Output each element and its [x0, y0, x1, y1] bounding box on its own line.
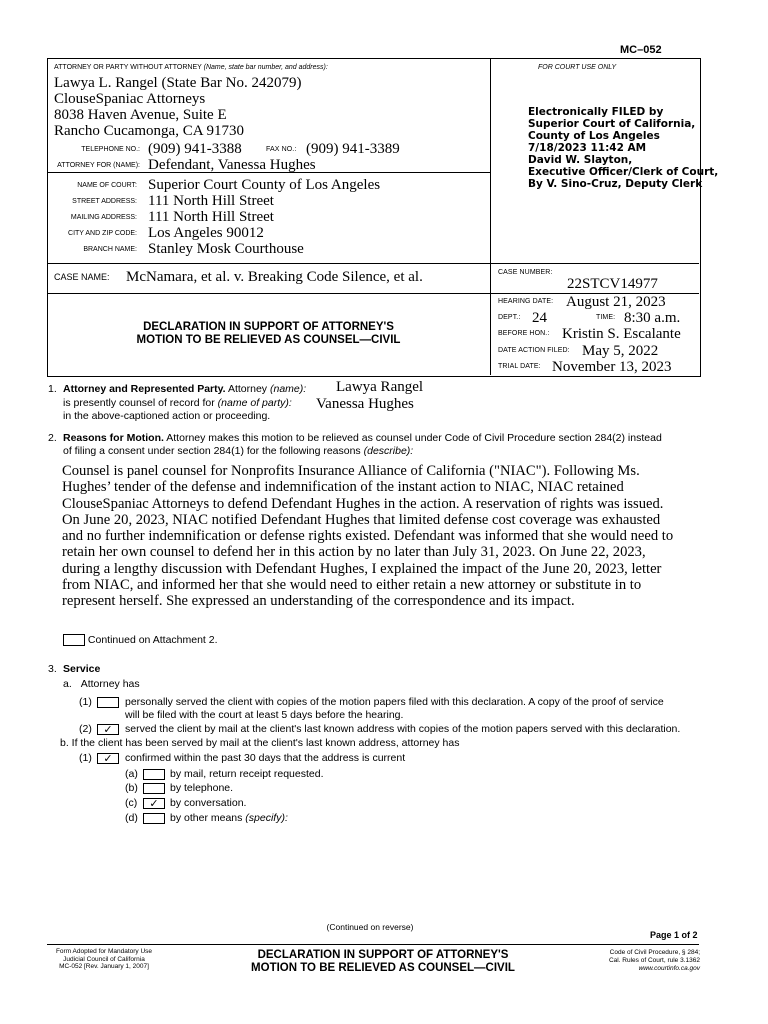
s1-text: Attorney [227, 383, 268, 395]
reasons-line: retain her own counsel to defend her in this action by no later than July 31, 2023. On June 22, 2023, [62, 544, 646, 561]
check-icon: ✓ [149, 798, 159, 810]
dept-value[interactable]: 24 [532, 310, 547, 326]
stamp-line: David W. Slayton, [528, 154, 633, 166]
section-3-heading: Service [63, 663, 101, 675]
attorney-header-hint: (Name, state bar number, and address): [203, 64, 328, 71]
stamp-line: Electronically FILED by [528, 106, 664, 118]
section-1-line-2 [63, 397, 292, 410]
attorney-street[interactable]: 8038 Haven Avenue, Suite E [54, 107, 227, 123]
section-2-heading: Reasons for Motion. [63, 432, 164, 444]
reasons-line: during a lengthy discussion with Defendant Hughes, I explained the impact of the June 20, 2023, letter [62, 560, 662, 577]
s2-hint: (describe): [363, 445, 414, 457]
reasons-body[interactable] [62, 463, 673, 610]
check-icon: ✓ [103, 724, 113, 736]
s3-opt-d-label: by other means [170, 812, 243, 824]
footer-title-line: DECLARATION IN SUPPORT OF ATTORNEY'S [257, 949, 509, 961]
s3-opt-c-number: (c) [125, 797, 138, 809]
stamp-line: By V. Sino-Cruz, Deputy Clerk [528, 178, 703, 190]
attorney-header [54, 64, 328, 71]
s1-party-name[interactable]: Vanessa Hughes [316, 396, 414, 412]
footer-left-line: Judicial Council of California [63, 955, 145, 963]
case-name-value[interactable]: McNamara, et al. v. Breaking Code Silence, et al. [126, 269, 423, 285]
section-2-line-2 [63, 445, 413, 458]
s3-a1-line-2: will be filed with the court at least 5 days before the hearing. [125, 709, 404, 721]
stamp-line: Superior Court of California, [528, 118, 696, 130]
section-2-number: 2. [48, 432, 57, 444]
s2-text: Attorney makes this motion to be relieved as counsel under Code of Civil Procedure section 284(2) instead [166, 432, 662, 444]
personally-served-checkbox[interactable] [97, 697, 119, 708]
telephone-label: TELEPHONE NO.: [81, 146, 140, 153]
court-street-label: STREET ADDRESS: [72, 198, 137, 205]
s3-a2-number: (2) [79, 723, 92, 735]
address-confirmed-checkbox[interactable] [97, 753, 119, 764]
reasons-line: Counsel is panel counsel for Nonprofits Insurance Alliance of California ("NIAC"). Following Ms. [62, 463, 640, 479]
fax-value[interactable]: (909) 941-3389 [306, 141, 400, 157]
reasons-line: represent herself. She expressed an understanding of the correspondence and its impact. [62, 593, 575, 610]
section-1-line-1 [63, 383, 306, 396]
section-number: 1. [48, 383, 57, 395]
footer-right [570, 949, 700, 973]
form-title [47, 321, 490, 347]
attorney-city[interactable]: Rancho Cucamonga, CA 91730 [54, 123, 244, 139]
footer-left-line: Form Adopted for Mandatory Use [55, 948, 153, 955]
before-value[interactable]: Kristin S. Escalante [562, 326, 681, 342]
attorney-header-label: ATTORNEY OR PARTY WITHOUT ATTORNEY [54, 64, 202, 71]
court-branch-label: BRANCH NAME: [83, 246, 137, 253]
s1-attorney-name[interactable]: Lawya Rangel [336, 379, 424, 395]
s3-opt-a-number: (a) [125, 768, 138, 780]
footer-title [200, 949, 566, 975]
case-number-label: CASE NUMBER: [498, 269, 553, 276]
s1-hint: (name): [269, 383, 307, 395]
s3-a-label: a. [63, 678, 72, 690]
courtinfo-link[interactable]: www.courtinfo.ca.gov [638, 965, 700, 972]
trial-date-label: TRIAL DATE: [498, 363, 541, 370]
footer-right-line: Code of Civil Procedure, § 284; [609, 949, 700, 956]
s3-a1-number: (1) [79, 696, 92, 708]
page-number: Page 1 of 2 [650, 930, 698, 940]
s1-text: is presently counsel of record for [63, 397, 215, 409]
court-name-label: NAME OF COURT: [77, 182, 137, 189]
court-mailing-label: MAILING ADDRESS: [70, 214, 137, 221]
s3-b1-number: (1) [79, 752, 92, 764]
case-number-value[interactable]: 22STCV14977 [567, 276, 658, 292]
s1-hint: (name of party): [217, 397, 292, 409]
hearing-date-label: HEARING DATE: [498, 298, 554, 305]
court-city-label: CITY AND ZIP CODE: [68, 230, 137, 237]
date-filed-value[interactable]: May 5, 2022 [582, 343, 659, 359]
s3-opt-a-label: by mail, return receipt requested. [170, 768, 324, 780]
telephone-value[interactable]: (909) 941-3388 [148, 141, 242, 157]
section-1-line-3: in the above-captioned action or proceeding. [63, 410, 271, 422]
time-label: TIME: [596, 314, 616, 321]
case-name-label: CASE NAME: [54, 272, 110, 282]
by-conversation-checkbox[interactable] [143, 798, 165, 809]
s3-a-text: Attorney has [80, 678, 140, 690]
continued-attachment-label: Continued on Attachment 2. [87, 634, 218, 646]
s3-a1-line-1: personally served the client with copies of the motion papers filed with this declaration. A copy of the proof of service [125, 696, 664, 708]
reasons-line: ClouseSpaniac Attorneys to defend Defendant Hughes in the action. A reservation of rights was issued. [62, 495, 664, 512]
hearing-date-value[interactable]: August 21, 2023 [566, 294, 666, 310]
court-branch-value[interactable]: Stanley Mosk Courthouse [148, 241, 304, 257]
by-telephone-checkbox[interactable] [143, 783, 165, 794]
form-id: MC–052 [620, 44, 662, 56]
s3-a2-text: served the client by mail at the client's last known address with copies of the motion papers served with this declaration. [125, 723, 681, 735]
attorney-for-value[interactable]: Defendant, Vanessa Hughes [148, 157, 316, 173]
trial-date-value[interactable]: November 13, 2023 [552, 359, 672, 375]
before-label: BEFORE HON.: [498, 330, 550, 337]
by-mail-checkbox[interactable] [143, 769, 165, 780]
check-icon: ✓ [103, 753, 113, 765]
form-title-line: DECLARATION IN SUPPORT OF ATTORNEY'S [143, 321, 394, 333]
footer-right-line: Cal. Rules of Court, rule 3.1362 [608, 957, 700, 964]
s2-text: of filing a consent under section 284(1) for the following reasons [63, 445, 361, 457]
stamp-line: 7/18/2023 11:42 AM [528, 142, 647, 154]
attorney-firm[interactable]: ClouseSpaniac Attorneys [54, 91, 206, 107]
footer-left [48, 948, 160, 971]
s3-opt-b-number: (b) [125, 782, 138, 794]
fax-label: FAX NO.: [266, 146, 297, 153]
time-value[interactable]: 8:30 a.m. [624, 310, 681, 326]
continued-on-reverse: (Continued on reverse) [326, 922, 414, 932]
reasons-line: On June 20, 2023, NIAC notified Defendant Hughes that limited defense cost coverage was exhausted [62, 511, 661, 528]
footer-left-line: MC-052 [Rev. January 1, 2007] [59, 963, 149, 970]
s3-opt-d-number: (d) [125, 812, 138, 824]
reasons-line: Hughes’ tender of the defense and indemnification of the instant action to NIAC, NIAC retained [62, 479, 624, 496]
s3-b1-text: confirmed within the past 30 days that the address is current [125, 752, 406, 764]
reasons-line: and no further indemnification or defense rights existed. Defendant was informed that she would need to [62, 528, 674, 545]
s3-b-text: b. If the client has been served by mail at the client's last known address, attorney has [60, 737, 460, 749]
s3-opt-d [170, 812, 288, 825]
section-1-heading: Attorney and Represented Party. [63, 383, 226, 395]
stamp-line: Executive Officer/Clerk of Court, [528, 166, 719, 178]
filing-stamp [528, 106, 718, 190]
court-use-label: FOR COURT USE ONLY [538, 64, 617, 71]
date-filed-label: DATE ACTION FILED: [498, 347, 570, 354]
section-3-number: 3. [48, 663, 57, 675]
footer-title-line: MOTION TO BE RELIEVED AS COUNSEL—CIVIL [251, 962, 515, 974]
court-city-value[interactable]: Los Angeles 90012 [148, 225, 264, 241]
court-mailing-value[interactable]: 111 North Hill Street [148, 209, 274, 225]
s3-opt-b-label: by telephone. [170, 782, 234, 794]
continued-attachment-checkbox[interactable] [63, 634, 85, 646]
s3-opt-c-label: by conversation. [170, 797, 247, 809]
attorney-for-label: ATTORNEY FOR (NAME): [57, 162, 140, 169]
dept-label: DEPT.: [498, 314, 521, 321]
form-title-line: MOTION TO BE RELIEVED AS COUNSEL—CIVIL [136, 334, 401, 346]
court-street-value[interactable]: 111 North Hill Street [148, 193, 274, 209]
stamp-line: County of Los Angeles [528, 130, 660, 142]
reasons-line: from NIAC, and informed her that she would need to either retain a new attorney or substitute in to [62, 577, 642, 594]
attorney-name[interactable]: Lawya L. Rangel (State Bar No. 242079) [54, 75, 302, 91]
continued-attachment [63, 634, 218, 647]
s3-opt-d-hint: (specify): [245, 812, 288, 824]
court-name-value[interactable]: Superior Court County of Los Angeles [148, 177, 381, 193]
section-1 [48, 383, 57, 396]
served-by-mail-checkbox[interactable] [97, 724, 119, 735]
s3-a [63, 678, 140, 691]
by-other-means-checkbox[interactable] [143, 813, 165, 824]
section-2-line-1 [63, 432, 662, 445]
